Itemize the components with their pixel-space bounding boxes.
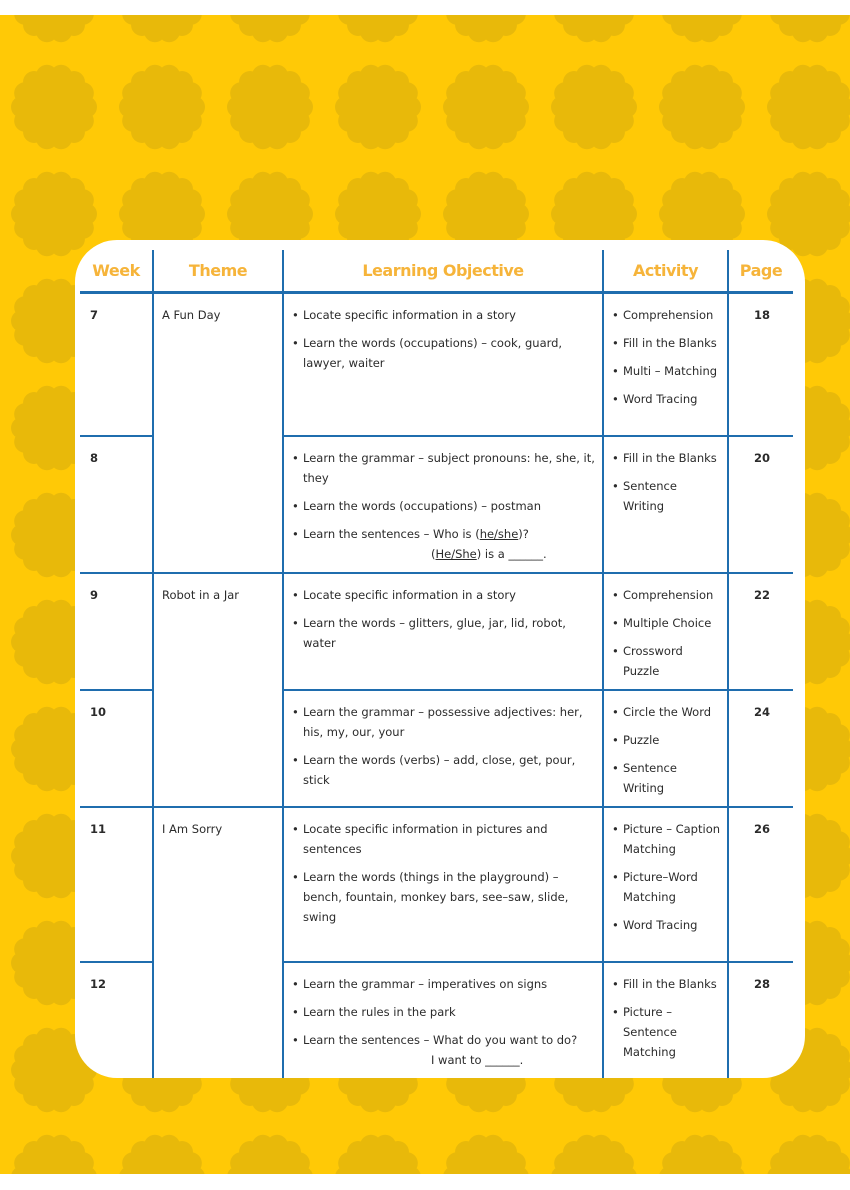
curriculum-table [80,250,793,1078]
activity-cell [603,962,728,1078]
objective-text: Learn the sentences – What do you want to do? [303,1032,578,1047]
table-row [80,293,793,436]
activity-item: • Fill in the Blanks [612,333,721,353]
objective-item [292,305,596,325]
activity-list [612,585,721,681]
objective-text: Learn the rules in the park [303,1004,456,1019]
table-row [80,807,793,962]
activity-item: • Circle the Word [612,702,721,722]
objective-item [292,524,596,564]
page-cell: 18 [728,293,793,436]
header-page: Page [728,250,793,293]
page-cell: 22 [728,573,793,690]
objective-item [292,585,596,605]
objective-text: Learn the words – glitters, glue, jar, lid, robot, water [303,615,566,650]
objective-text: )? [518,526,529,541]
page-cell: 26 [728,807,793,962]
week-cell: 12 [90,976,107,991]
objective-text: Learn the grammar – possessive adjectives: her, his, my, our, your [303,704,583,739]
activity-item: • Fill in the Blanks [612,448,721,468]
objective-text: Locate specific information in a story [303,587,516,602]
objective-item [292,702,596,742]
activity-item: • Picture–Word Matching [612,867,721,907]
objective-item [292,750,596,790]
activity-cell [603,807,728,962]
objective-text: Locate specific information in pictures and sentences [303,821,548,856]
objective-list [292,702,596,790]
page-cell: 24 [728,690,793,807]
objective-cell [283,436,603,573]
objective-list [292,585,596,653]
objective-item [292,448,596,488]
week-cell: 10 [80,690,153,807]
objective-text: ) is a ______. [476,546,547,561]
activity-cell [603,436,728,573]
week-cell: 11 [80,807,153,962]
activity-item: • Fill in the Blanks [612,974,721,994]
objective-cell [283,690,603,807]
activity-cell [603,573,728,690]
objective-cell [283,807,603,962]
activity-item: • Picture – Sentence Matching [612,1002,721,1062]
objective-text: Locate specific information in a story [303,308,516,322]
week-cell: 8 [80,436,153,573]
activity-item: • Word Tracing [612,389,721,409]
activity-item: • Picture – Caption Matching [612,819,721,859]
underlined-text: he/she [479,526,519,541]
objective-text: Learn the sentences – Who is ( [303,526,480,541]
activity-item: • Puzzle [612,730,721,750]
header-theme: Theme [153,250,283,293]
page-cell: 28 [728,962,793,1078]
objective-item [292,613,596,653]
activity-list [612,974,721,1062]
objective-text: Learn the words (occupations) – postman [303,498,541,513]
objective-text: I want to ______. [431,1052,524,1067]
header-objective: Learning Objective [283,250,603,293]
activity-item: • Sentence Writing [612,758,721,798]
objective-second-line [303,544,596,564]
underlined-text: He/She [435,546,477,561]
activity-item: • Word Tracing [612,915,721,935]
objective-item [292,333,596,373]
table-row [80,573,793,690]
activity-item: • Comprehension [612,585,721,605]
activity-item: • Comprehension [612,305,721,325]
header-row [80,250,793,293]
objective-item [292,867,596,927]
activity-list [612,305,721,409]
objective-text: Learn the words (things in the playground) – bench, fountain, monkey bars, see–saw, slide, swing [303,869,569,924]
objective-cell [283,573,603,690]
objective-list [292,819,596,927]
objective-text: Learn the grammar – subject pronouns: he, she, it, they [303,450,595,485]
objective-item [292,1030,596,1070]
theme-cell: A Fun Day [153,293,283,573]
activity-cell [603,690,728,807]
objective-text: Learn the grammar – imperatives on signs [303,976,548,991]
objective-second-line [303,1050,596,1070]
activity-item: • Sentence Writing [612,476,721,516]
objective-item [292,1002,596,1022]
week-cell: 7 [80,293,153,436]
activity-cell [603,293,728,436]
activity-item: • Multiple Choice [612,613,721,633]
header-activity: Activity [603,250,728,293]
objective-text: Learn the words (verbs) – add, close, get, pour, stick [303,752,576,787]
activity-item: • Crossword Puzzle [612,641,721,681]
theme-cell: I Am Sorry [153,807,283,1078]
week-cell: 9 [80,573,153,690]
objective-list [292,974,596,1070]
activity-list [612,819,721,935]
activity-list [612,448,721,516]
header-week: Week [80,250,153,293]
objective-item [292,819,596,859]
page-cell: 20 [728,436,793,573]
objective-cell [283,962,603,1078]
activity-list [612,702,721,798]
objective-text: ( [431,546,436,561]
objective-text: Learn the words (occupations) – cook, guard, lawyer, waiter [303,336,563,370]
objective-item [292,974,596,994]
objective-item [292,496,596,516]
objective-list [292,305,596,373]
objective-cell [283,293,603,436]
activity-item: • Multi – Matching [612,361,721,381]
objective-list [292,448,596,564]
theme-cell: Robot in a Jar [153,573,283,807]
